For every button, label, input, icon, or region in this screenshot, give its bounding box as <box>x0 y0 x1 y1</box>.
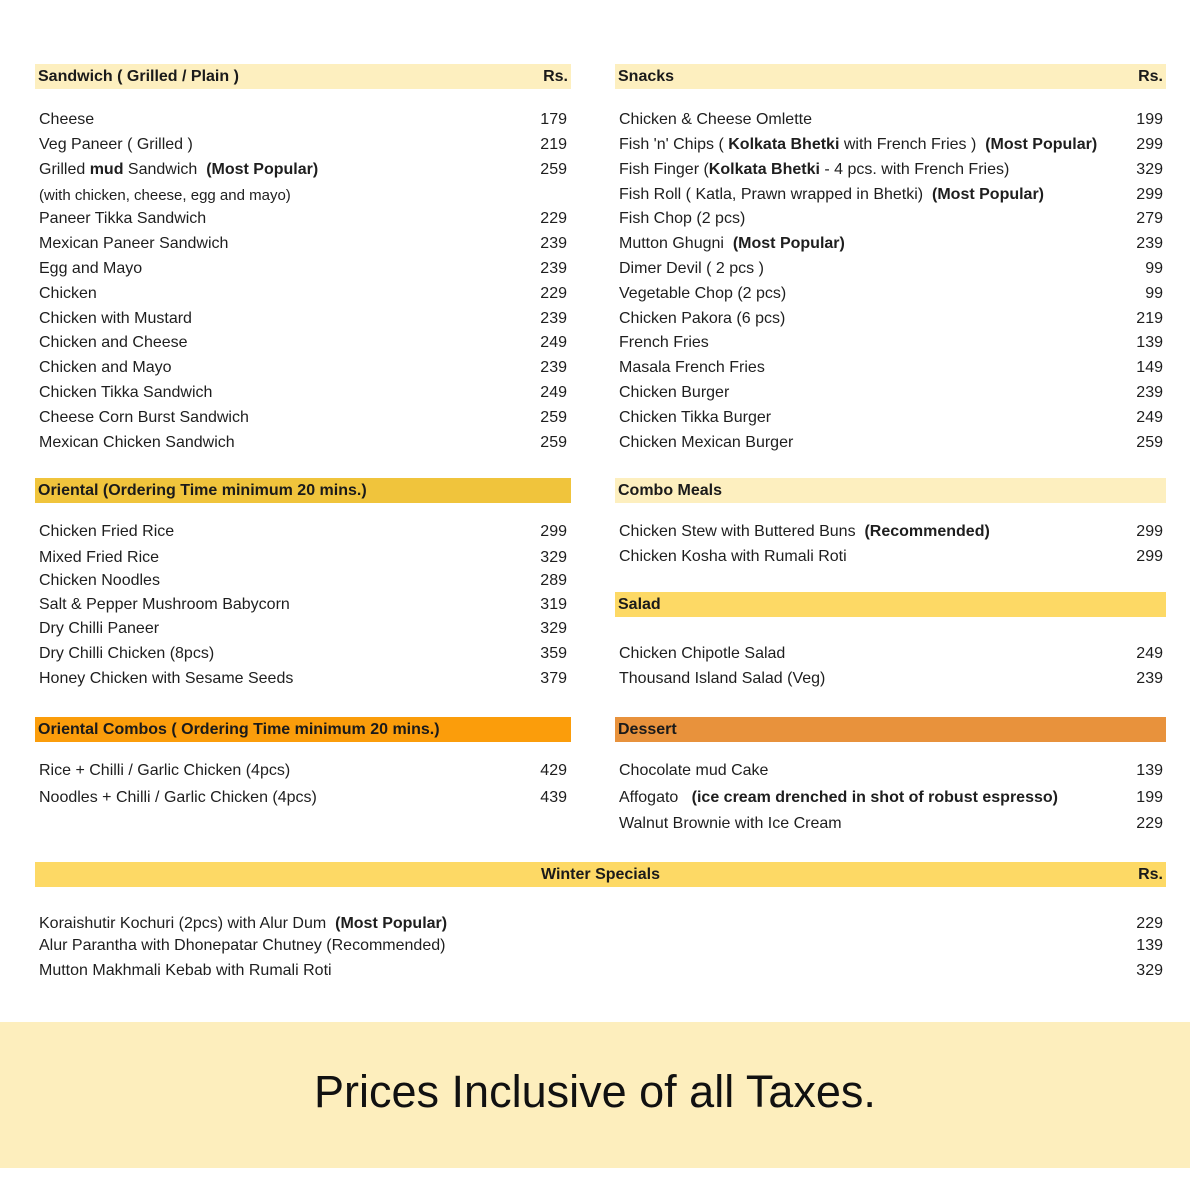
oriental-combos-title: Oriental Combos ( Ordering Time minimum 20 mins.) <box>38 721 440 738</box>
item-price: 239 <box>1136 235 1163 252</box>
item-name-text: - 4 pcs. with French Fries) <box>819 161 1010 178</box>
item-price: 139 <box>1136 937 1163 954</box>
item-name-text: Chicken & Cheese Omlette <box>619 111 812 128</box>
item-price: 299 <box>1136 186 1163 203</box>
item-name <box>39 572 160 589</box>
salad-header <box>615 592 1166 617</box>
item-name <box>39 549 159 566</box>
snacks-currency: Rs. <box>1138 68 1163 85</box>
item-name <box>39 523 174 540</box>
item-name-text: Chicken Burger <box>619 384 730 401</box>
item-price: 219 <box>540 136 567 153</box>
combo-meals-header <box>615 478 1166 503</box>
item-name-text: Chocolate mud Cake <box>619 762 769 779</box>
item-name <box>39 334 188 351</box>
item-tag: (Most Popular) <box>335 915 448 932</box>
item-price: 259 <box>540 409 567 426</box>
item-name-highlight: Kolkata Bhetki <box>708 161 820 178</box>
item-name <box>39 962 332 979</box>
item-name <box>619 409 771 426</box>
menu-item <box>39 789 567 807</box>
item-price: 249 <box>1136 645 1163 662</box>
item-name-text: Mixed Fried Rice <box>39 549 160 566</box>
item-name <box>619 334 709 351</box>
item-price: 229 <box>1136 815 1163 832</box>
menu-item <box>39 434 567 452</box>
item-price: 239 <box>540 359 567 376</box>
item-price: 319 <box>540 596 567 613</box>
item-name-text: Chicken Stew with Buttered Buns <box>619 523 856 540</box>
item-price: 239 <box>1136 384 1163 401</box>
menu-item <box>39 334 567 352</box>
sandwich-header <box>35 64 571 89</box>
menu-item <box>39 285 567 303</box>
item-price: 299 <box>540 523 567 540</box>
sandwich-title: Sandwich ( Grilled / Plain ) <box>38 68 239 85</box>
menu-item <box>39 596 567 614</box>
item-name-text: Chicken <box>39 285 97 302</box>
item-name <box>39 789 317 806</box>
menu-item <box>39 962 1163 980</box>
item-name-text: Egg and Mayo <box>39 260 143 277</box>
item-price: 149 <box>1136 359 1163 376</box>
item-tag: (Recommended) <box>864 523 990 540</box>
item-price: 329 <box>1136 962 1163 979</box>
item-name-text: Mutton Ghugni <box>619 235 724 252</box>
item-price: 239 <box>540 260 567 277</box>
item-name <box>39 762 290 779</box>
menu-item <box>619 523 1163 541</box>
menu-item <box>619 210 1163 228</box>
menu-item <box>619 434 1163 452</box>
menu-item <box>619 136 1163 154</box>
item-name-text: Dry Chilli Paneer <box>39 620 160 637</box>
menu-item <box>39 549 567 567</box>
item-price: 229 <box>540 285 567 302</box>
item-name <box>619 210 745 227</box>
item-name <box>619 789 1058 806</box>
item-name <box>39 620 159 637</box>
item-name <box>39 596 290 613</box>
item-price: 429 <box>540 762 567 779</box>
item-name-text: Fish Finger ( <box>619 161 709 178</box>
salad-title: Salad <box>618 596 661 613</box>
item-name <box>619 285 786 302</box>
item-name-text: Chicken Fried Rice <box>39 523 175 540</box>
menu-item <box>39 937 1163 955</box>
menu-item <box>39 384 567 402</box>
item-name <box>619 161 1009 178</box>
menu-item <box>39 260 567 278</box>
item-price: 329 <box>540 620 567 637</box>
item-name-text: Dimer Devil ( 2 pcs ) <box>619 260 764 277</box>
item-name-text: Chicken and Mayo <box>39 359 172 376</box>
menu-item <box>619 235 1163 253</box>
menu-item <box>619 645 1163 663</box>
item-name-text: Chicken Noodles <box>39 572 160 589</box>
item-name <box>619 762 768 779</box>
item-name <box>619 111 812 128</box>
menu-item <box>39 523 567 541</box>
item-name <box>39 434 235 451</box>
item-name-text: Masala French Fries <box>619 359 765 376</box>
item-name-text: Affogato <box>619 789 683 806</box>
menu-item <box>39 310 567 328</box>
menu-item <box>39 210 567 228</box>
item-price: 229 <box>540 210 567 227</box>
item-price: 179 <box>540 111 567 128</box>
dessert-header <box>615 717 1166 742</box>
item-price: 259 <box>540 434 567 451</box>
item-tag: (ice cream drenched in shot of robust espresso) <box>691 789 1058 806</box>
item-name-text: Vegetable Chop (2 pcs) <box>619 285 787 302</box>
menu-item <box>39 670 567 688</box>
item-price: 199 <box>1136 789 1163 806</box>
item-name-text: Mutton Makhmali Kebab with Rumali Roti <box>39 962 332 979</box>
item-name-highlight: mud <box>89 161 124 178</box>
item-name <box>39 136 193 153</box>
item-name <box>619 645 785 662</box>
menu-item <box>619 186 1163 204</box>
menu-item <box>619 111 1163 129</box>
menu-item <box>39 235 567 253</box>
item-price: 249 <box>540 384 567 401</box>
item-price: 299 <box>1136 523 1163 540</box>
item-name-text: Chicken Chipotle Salad <box>619 645 786 662</box>
item-price: 259 <box>1136 434 1163 451</box>
menu-item <box>39 572 567 590</box>
menu-item <box>619 409 1163 427</box>
item-name <box>39 915 447 932</box>
item-name-text: Sandwich <box>123 161 198 178</box>
item-price: 299 <box>1136 136 1163 153</box>
winter-specials-currency: Rs. <box>1138 866 1163 883</box>
item-name-text: Mexican Paneer Sandwich <box>39 235 229 252</box>
item-name-text: Chicken Tikka Burger <box>619 409 772 426</box>
item-price: 199 <box>1136 111 1163 128</box>
item-name-text: with French Fries ) <box>839 136 977 153</box>
item-name <box>619 310 785 327</box>
winter-specials-title: Winter Specials <box>540 866 660 883</box>
menu-item <box>619 334 1163 352</box>
tax-note: Prices Inclusive of all Taxes. <box>314 1066 876 1117</box>
item-name <box>39 260 142 277</box>
item-name-text: Chicken Tikka Sandwich <box>39 384 213 401</box>
item-price: 139 <box>1136 334 1163 351</box>
menu-item <box>619 762 1163 780</box>
item-name <box>619 359 765 376</box>
item-name-text: Dry Chilli Chicken (8pcs) <box>39 645 215 662</box>
item-name <box>619 384 729 401</box>
item-name-text: Koraishutir Kochuri (2pcs) with Alur Dum <box>39 915 327 932</box>
item-name-text: Walnut Brownie with Ice Cream <box>619 815 842 832</box>
menu-item <box>39 111 567 129</box>
menu-item <box>39 136 567 154</box>
item-price: 229 <box>1136 915 1163 932</box>
menu-item <box>619 384 1163 402</box>
item-name-text: Chicken Pakora (6 pcs) <box>619 310 786 327</box>
menu-item <box>39 359 567 377</box>
menu-item <box>619 815 1163 833</box>
menu-item <box>39 409 567 427</box>
item-name <box>619 670 825 687</box>
item-name-text: Cheese Corn Burst Sandwich <box>39 409 249 426</box>
item-price: 359 <box>540 645 567 662</box>
item-name <box>619 136 1097 153</box>
item-name <box>39 210 206 227</box>
item-price: 259 <box>540 161 567 178</box>
oriental-header <box>35 478 571 503</box>
item-name-text: Fish Roll ( Katla, Prawn wrapped in Bhetki) <box>619 186 924 203</box>
item-name-text: Thousand Island Salad (Veg) <box>619 670 826 687</box>
item-name-text: Chicken Mexican Burger <box>619 434 794 451</box>
item-name-text: Fish 'n' Chips ( <box>619 136 729 153</box>
menu-item <box>619 548 1163 566</box>
item-name-text: Grilled <box>39 161 90 178</box>
item-price: 219 <box>1136 310 1163 327</box>
item-name <box>619 548 847 565</box>
item-name <box>39 670 293 687</box>
item-price: 139 <box>1136 762 1163 779</box>
menu-item <box>39 161 567 179</box>
item-price: 239 <box>540 310 567 327</box>
item-name-text: French Fries <box>619 334 709 351</box>
sandwich-currency: Rs. <box>543 68 568 85</box>
item-name <box>619 186 1044 203</box>
item-name-text: Honey Chicken with Sesame Seeds <box>39 670 294 687</box>
item-note: (with chicken, cheese, egg and mayo) <box>39 187 291 204</box>
item-name-text: Chicken Kosha with Rumali Roti <box>619 548 847 565</box>
item-name-text: Alur Parantha with Dhonepatar Chutney (Recommended) <box>39 937 446 954</box>
menu-item <box>619 359 1163 377</box>
item-name <box>39 645 214 662</box>
menu-item <box>619 670 1163 688</box>
item-tag: (Most Popular) <box>985 136 1098 153</box>
item-name-text: Chicken and Cheese <box>39 334 188 351</box>
item-name-text: Fish Chop (2 pcs) <box>619 210 746 227</box>
item-name <box>39 409 249 426</box>
item-price: 439 <box>540 789 567 806</box>
item-price: 99 <box>1145 285 1163 302</box>
item-tag: (Most Popular) <box>932 186 1045 203</box>
oriental-title: Oriental (Ordering Time minimum 20 mins.) <box>38 482 367 499</box>
item-name <box>39 384 212 401</box>
menu-item <box>619 310 1163 328</box>
item-name <box>39 161 318 178</box>
menu-item <box>619 789 1163 807</box>
item-price: 289 <box>540 572 567 589</box>
item-name <box>619 815 842 832</box>
item-name <box>619 434 793 451</box>
item-name-text: Cheese <box>39 111 95 128</box>
item-price: 329 <box>540 549 567 566</box>
item-name-text: Salt & Pepper Mushroom Babycorn <box>39 596 290 613</box>
menu-item <box>619 285 1163 303</box>
item-price: 249 <box>540 334 567 351</box>
item-price: 299 <box>1136 548 1163 565</box>
menu-item <box>619 161 1163 179</box>
item-price: 279 <box>1136 210 1163 227</box>
oriental-combos-header <box>35 717 571 742</box>
item-price: 99 <box>1145 260 1163 277</box>
snacks-header <box>615 64 1166 89</box>
menu-item <box>39 620 567 638</box>
item-name <box>619 260 764 277</box>
item-price: 239 <box>540 235 567 252</box>
item-tag: (Most Popular) <box>732 235 845 252</box>
item-name <box>39 310 192 327</box>
menu-item <box>619 260 1163 278</box>
item-price: 329 <box>1136 161 1163 178</box>
item-name <box>619 235 845 252</box>
item-name-text: Mexican Chicken Sandwich <box>39 434 235 451</box>
menu-item <box>39 645 567 663</box>
item-name-text: Chicken with Mustard <box>39 310 192 327</box>
item-name <box>39 285 97 302</box>
combo-meals-title: Combo Meals <box>618 482 723 499</box>
dessert-title: Dessert <box>618 721 677 738</box>
item-tag: (Most Popular) <box>206 161 319 178</box>
menu-item <box>39 915 1163 933</box>
item-name <box>39 235 228 252</box>
item-price: 239 <box>1136 670 1163 687</box>
item-name-highlight: Kolkata Bhetki <box>728 136 840 153</box>
item-price: 379 <box>540 670 567 687</box>
item-name-text: Noodles + Chilli / Garlic Chicken (4pcs) <box>39 789 317 806</box>
item-name-text: Paneer Tikka Sandwich <box>39 210 207 227</box>
winter-specials-header <box>35 862 1166 887</box>
item-name <box>39 937 445 954</box>
item-name <box>39 359 172 376</box>
snacks-title: Snacks <box>618 68 675 85</box>
item-price: 249 <box>1136 409 1163 426</box>
item-name-text: Rice + Chilli / Garlic Chicken (4pcs) <box>39 762 291 779</box>
menu-item <box>39 762 567 780</box>
item-name <box>619 523 990 540</box>
item-name-text: Veg Paneer ( Grilled ) <box>39 136 193 153</box>
item-name <box>39 111 94 128</box>
